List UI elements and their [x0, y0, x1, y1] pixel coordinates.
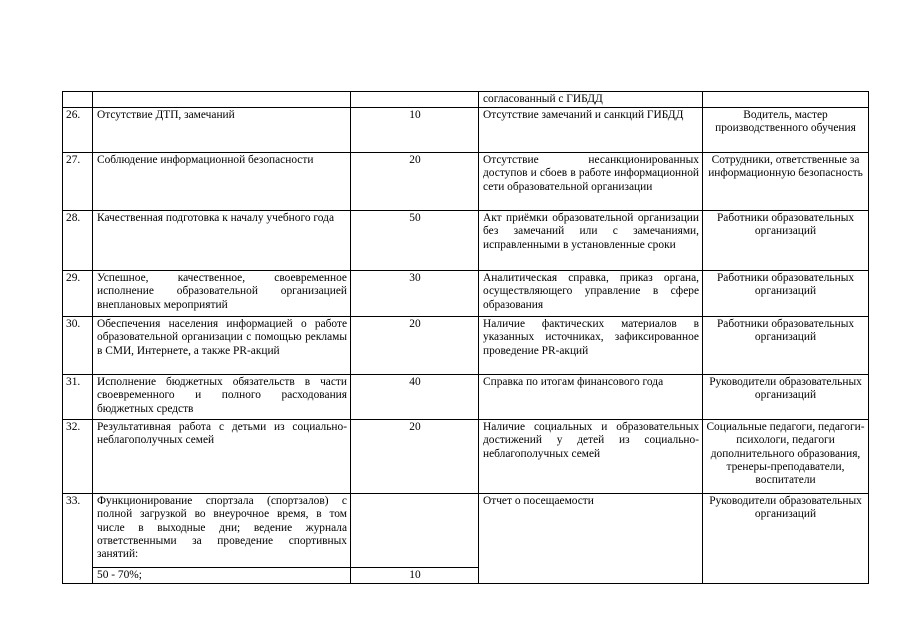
row-number: 27. — [63, 153, 93, 211]
responsible-cell: Водитель, мастер производственного обучения — [703, 108, 869, 153]
table-row — [63, 375, 869, 420]
row-number: 29. — [63, 271, 93, 317]
indicator-cell: Наличие социальных и образовательных достижений у детей из социально-неблагополучных семей — [479, 420, 703, 494]
responsible-cell: Сотрудники, ответственные за информационную безопасность — [703, 153, 869, 211]
criterion-cell: Результативная работа с детьми из социально-неблагополучных семей — [93, 420, 351, 494]
responsible-cell — [703, 92, 869, 108]
indicator-cell: Справка по итогам финансового года — [479, 375, 703, 420]
row-number: 26. — [63, 108, 93, 153]
points-cell: 10 — [351, 108, 479, 153]
points-cell — [351, 92, 479, 108]
row-number: 33. — [63, 494, 93, 584]
criterion-cell: Соблюдение информационной безопасности — [93, 153, 351, 211]
row-number — [63, 92, 93, 108]
criterion-cell: Успешное, качественное, своевременное исполнение образовательной организацией внеплановых мероприятий — [93, 271, 351, 317]
criterion-cell: Обеспечения населения информацией о работе образовательной организации с помощью рекламы в СМИ, Интернете, а также PR-акций — [93, 317, 351, 375]
table-row — [63, 153, 869, 211]
responsible-cell: Работники образовательных организаций — [703, 271, 869, 317]
row-number: 32. — [63, 420, 93, 494]
sub-points-cell: 10 — [351, 568, 479, 584]
table-row — [63, 271, 869, 317]
row-number: 28. — [63, 211, 93, 271]
indicator-cell: Аналитическая справка, приказ органа, осуществляющего управление в сфере образования — [479, 271, 703, 317]
points-cell — [351, 494, 479, 568]
table-row — [63, 420, 869, 494]
responsible-cell: Работники образовательных организаций — [703, 317, 869, 375]
criterion-cell: Отсутствие ДТП, замечаний — [93, 108, 351, 153]
responsible-cell: Руководители образовательных организаций — [703, 494, 869, 584]
criterion-cell — [93, 92, 351, 108]
points-cell: 50 — [351, 211, 479, 271]
indicator-cell: Акт приёмки образовательной организации без замечаний или с замечаниями, исправленными в установленные сроки — [479, 211, 703, 271]
criteria-table — [62, 91, 869, 584]
points-cell: 20 — [351, 420, 479, 494]
row-number: 31. — [63, 375, 93, 420]
table-row — [63, 317, 869, 375]
indicator-cell: Отсутствие замечаний и санкций ГИБДД — [479, 108, 703, 153]
indicator-cell: Отсутствие несанкционированных доступов и сбоев в работе информационной сети образовательной организации — [479, 153, 703, 211]
criterion-cell: Исполнение бюджетных обязательств в части своевременного и полного расходования бюджетных средств — [93, 375, 351, 420]
responsible-cell: Руководители образовательных организаций — [703, 375, 869, 420]
criterion-cell: Качественная подготовка к началу учебного года — [93, 211, 351, 271]
sub-criterion-cell: 50 - 70%; — [93, 568, 351, 584]
points-cell: 40 — [351, 375, 479, 420]
indicator-cell: Наличие фактических материалов в указанных источниках, зафиксированное проведение PR-акций — [479, 317, 703, 375]
table-row — [63, 92, 869, 108]
row-number: 30. — [63, 317, 93, 375]
table-row — [63, 494, 869, 568]
table-row — [63, 211, 869, 271]
table-row — [63, 108, 869, 153]
responsible-cell: Работники образовательных организаций — [703, 211, 869, 271]
points-cell: 20 — [351, 317, 479, 375]
points-cell: 20 — [351, 153, 479, 211]
points-cell: 30 — [351, 271, 479, 317]
criterion-cell: Функционирование спортзала (спортзалов) с полной загрузкой во внеурочное время, в том числе в выходные дни; ведение журнала ответственными за проведение спортивных занятий: — [93, 494, 351, 568]
indicator-cell: Отчет о посещаемости — [479, 494, 703, 584]
indicator-cell: согласованный с ГИБДД — [479, 92, 703, 108]
responsible-cell: Социальные педагоги, педагоги-психологи, педагоги дополнительного образования, тренеры-преподаватели, воспитатели — [703, 420, 869, 494]
